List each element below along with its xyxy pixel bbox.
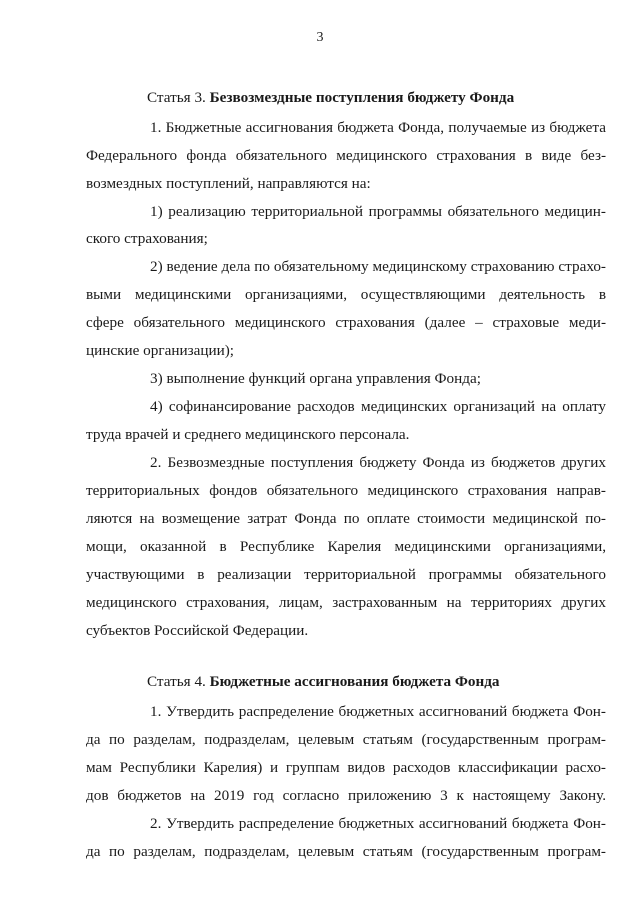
a3-p2-line-2: территориальных фондов обязательного медицинского страхования направ- [86, 482, 606, 499]
a3-item4-line-2: труда врачей и среднего медицинского персонала. [86, 426, 410, 443]
article-4-prefix: Статья 4. [147, 673, 206, 690]
article-3-heading [147, 88, 514, 108]
a4-p2-line-1: 2. Утвердить распределение бюджетных ассигнований бюджета Фон- [150, 815, 606, 832]
a3-item1-line-2: ского страхования; [86, 230, 208, 247]
a3-p2-line-5: участвующими в реализации территориальной программы обязательного [86, 566, 606, 583]
a3-item4-line-1: 4) софинансирование расходов медицинских организаций на оплату [150, 398, 606, 415]
a3-item2-line-1: 2) ведение дела по обязательному медицинскому страхованию страхо- [150, 258, 606, 275]
a3-item3-line-1: 3) выполнение функций органа управления Фонда; [150, 370, 481, 387]
article-3-title: Безвозмездные поступления бюджету Фонда [209, 89, 515, 106]
a4-p1-line-4: дов бюджетов на 2019 год согласно приложению 3 к настоящему Закону. [86, 787, 606, 804]
a3-p1-line-1: 1. Бюджетные ассигнования бюджета Фонда, получаемые из бюджета [150, 119, 606, 136]
a3-p2-line-7: субъектов Российской Федерации. [86, 622, 309, 639]
article-4-title: Бюджетные ассигнования бюджета Фонда [209, 673, 500, 690]
a4-p1-line-3: мам Республики Карелия) и группам видов расходов классификации расхо- [86, 759, 606, 776]
a4-p1-line-1: 1. Утвердить распределение бюджетных ассигнований бюджета Фон- [150, 703, 606, 720]
a3-item2-line-2: выми медицинскими организациями, осуществляющими деятельность в [86, 286, 606, 303]
a3-p2-line-6: медицинского страхования, лицам, застрахованным на территориях других [86, 594, 606, 611]
a3-p2-line-1: 2. Безвозмездные поступления бюджету Фонда из бюджетов других [150, 454, 606, 471]
a3-item2-line-4: цинские организации); [86, 342, 234, 359]
a3-item2-line-3: сфере обязательного медицинского страхования (далее – страховые меди- [86, 314, 606, 331]
a3-p1-line-3: возмездных поступлений, направляются на: [86, 175, 371, 192]
article-4-heading [147, 672, 500, 692]
page-number: 3 [316, 30, 324, 45]
a4-p2-line-2: да по разделам, подразделам, целевым статьям (государственным програм- [86, 843, 606, 860]
article-3-prefix: Статья 3. [147, 89, 206, 106]
a3-p1-line-2: Федерального фонда обязательного медицинского страхования в виде без- [86, 147, 606, 164]
a3-item1-line-1: 1) реализацию территориальной программы обязательного медицин- [150, 203, 606, 220]
a4-p1-line-2: да по разделам, подразделам, целевым статьям (государственным програм- [86, 731, 606, 748]
a3-p2-line-3: ляются на возмещение затрат Фонда по оплате стоимости медицинской по- [86, 510, 606, 527]
a3-p2-line-4: мощи, оказанной в Республике Карелия медицинскими организациями, [86, 538, 606, 555]
